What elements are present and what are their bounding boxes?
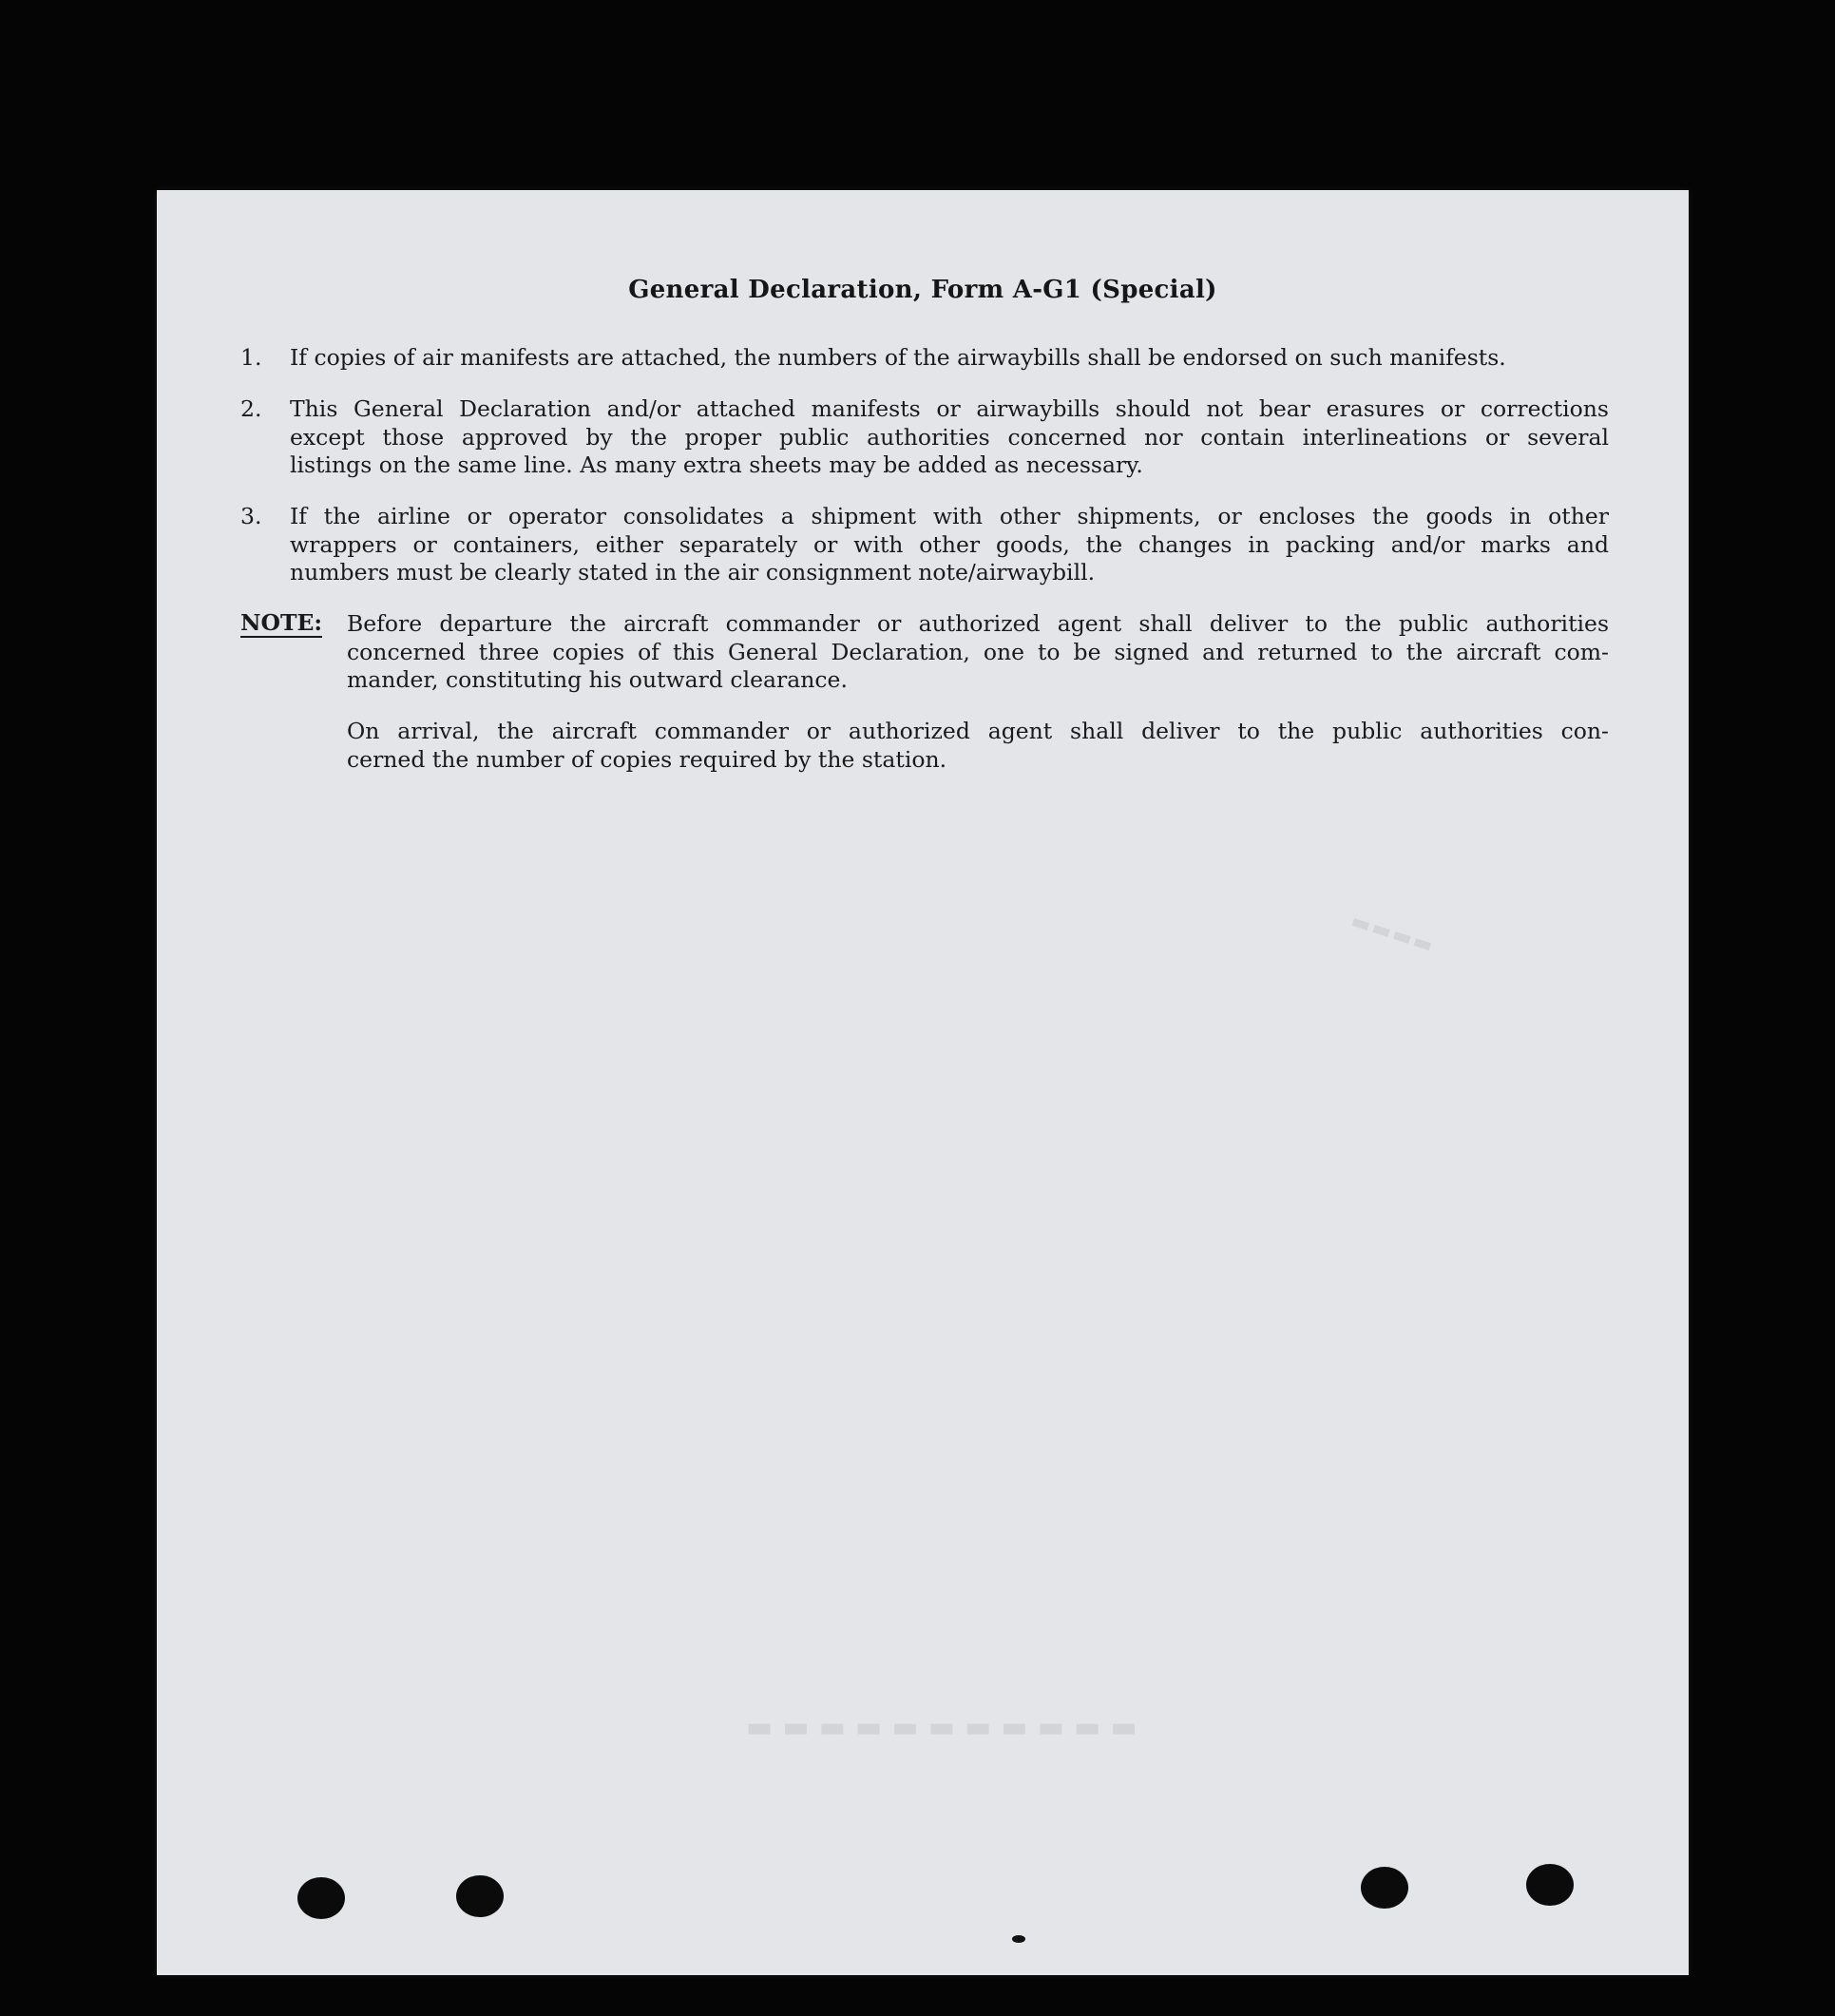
item-text-line: If copies of air manifests are attached, the numbers of the airwaybills shall be endorsed on such manifests. (290, 344, 1506, 371)
item-text-line: listings on the same line. As many extra sheets may be added as necessary. (290, 451, 1143, 478)
item-number: 2. (240, 395, 262, 422)
item-text-line: except those approved by the proper public authorities concerned nor contain interlineations or several (290, 423, 1609, 451)
note-section (240, 610, 1609, 695)
document-title: General Declaration, Form A-G1 (Special) (628, 276, 1217, 304)
note-text-line: Before departure the aircraft commander or authorized agent shall deliver to the public authorities (347, 610, 1609, 637)
note-text-line: concerned three copies of this General Declaration, one to be signed and returned to the aircraft com- (347, 638, 1609, 665)
item-text-line: wrappers or containers, either separately or with other goods, the changes in packing and/or marks and (290, 530, 1609, 558)
note-arrival-paragraph (240, 718, 1609, 774)
instruction-item-2 (240, 395, 1609, 480)
note-text-line: mander, constituting his outward clearance. (347, 666, 848, 693)
document-page (157, 190, 1689, 1975)
punch-hole (297, 1877, 345, 1919)
note-text-line: cerned the number of copies required by the station. (347, 745, 947, 773)
bleed-through-mark: ▬▬▬▬▬▬▬▬▬▬▬ (746, 1711, 1147, 1744)
instruction-item-3 (240, 503, 1609, 587)
speck (1012, 1935, 1025, 1943)
note-label: NOTE: (240, 609, 323, 636)
item-text-line: numbers must be clearly stated in the air consignment note/airwaybill. (290, 559, 1096, 586)
note-text-line: On arrival, the aircraft commander or authorized agent shall deliver to the public authorities con- (347, 718, 1609, 744)
item-number: 3. (240, 503, 262, 529)
item-number: 1. (240, 344, 262, 371)
item-text-line: If the airline or operator consolidates a shipment with other shipments, or encloses the goods in other (290, 503, 1609, 529)
punch-hole (1361, 1867, 1408, 1909)
punch-hole (1526, 1864, 1574, 1906)
punch-hole (456, 1875, 504, 1917)
bleed-through-mark: ▬▬▬▬ (1348, 909, 1438, 959)
instruction-item-1 (240, 344, 1609, 373)
item-text-line: This General Declaration and/or attached manifests or airwaybills should not bear erasures or corrections (290, 395, 1609, 422)
